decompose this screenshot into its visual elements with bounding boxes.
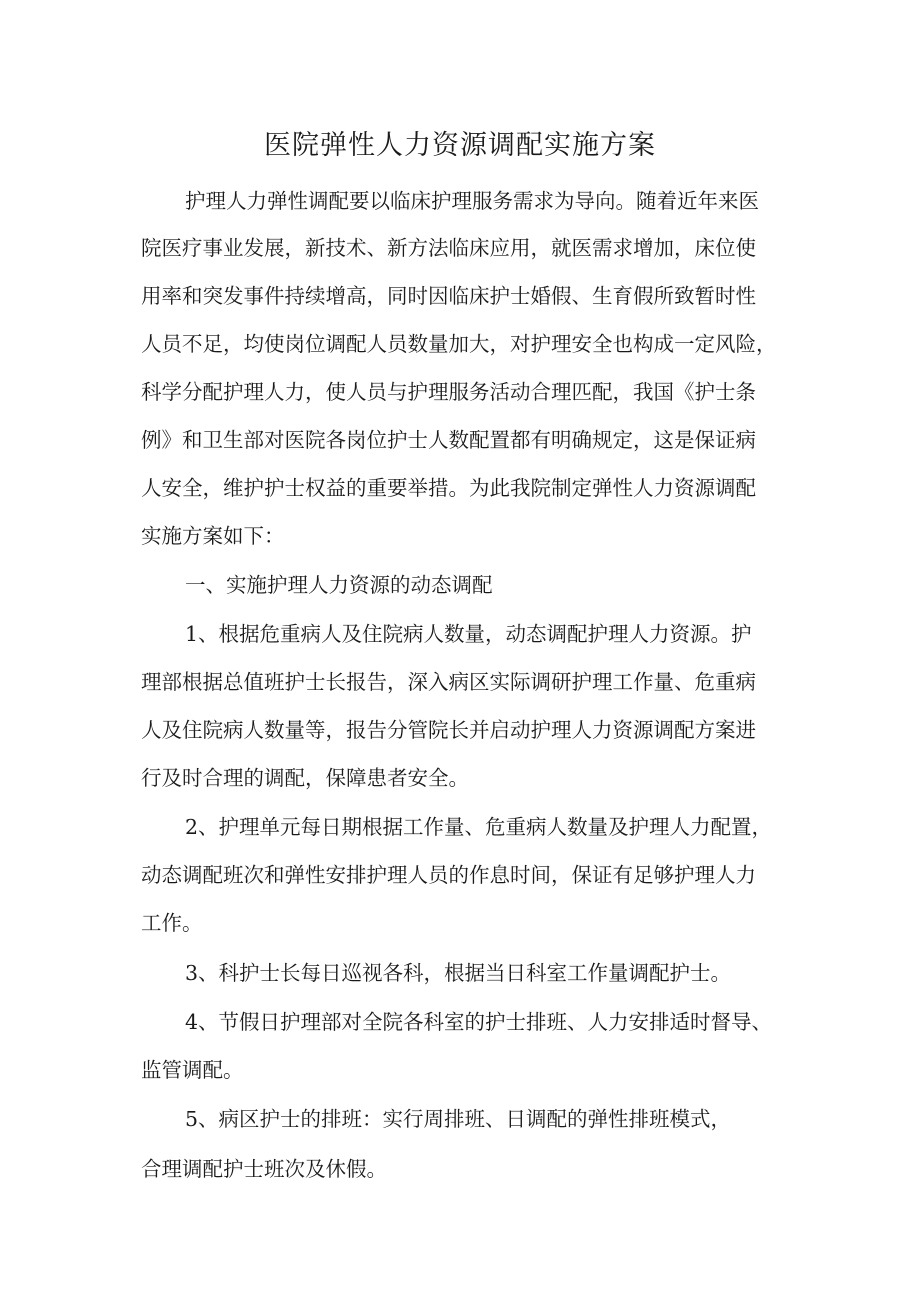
text-line: 动态调配班次和弹性安排护理人员的作息时间，保证有足够护理人力 [141, 863, 756, 887]
text-line: 工作。 [141, 911, 203, 935]
text-line: 1、根据危重病人及住院病人数量，动态调配护理人力资源。护 [185, 622, 752, 646]
text-line: 5、病区护士的排班：实行周排班、日调配的弹性排班模式， [185, 1107, 732, 1131]
text-line: 人及住院病人数量等，报告分管院长并启动护理人力资源调配方案进 [141, 718, 756, 742]
text-line: 监管调配。 [141, 1058, 244, 1082]
text-line: 合理调配护士班次及休假。 [141, 1157, 387, 1181]
text-line: 用率和突发事件持续增高，同时因临床护士婚假、生育假所致暂时性 [141, 284, 756, 308]
document-title: 医院弹性人力资源调配实施方案 [264, 130, 656, 161]
text-line: 院医疗事业发展，新技术、新方法临床应用，就医需求增加，床位使 [141, 236, 756, 260]
text-line: 例》和卫生部对医院各岗位护士人数配置都有明确规定，这是保证病 [141, 428, 756, 452]
text-line: 护理人力弹性调配要以临床护理服务需求为导向。随着近年来医 [185, 189, 759, 213]
text-line: 人员不足，均使岗位调配人员数量加大，对护理安全也构成一定风险， [141, 332, 777, 356]
text-line: 行及时合理的调配，保障患者安全。 [141, 766, 469, 790]
text-line: 3、科护士长每日巡视各科，根据当日科室工作量调配护士。 [185, 961, 732, 985]
text-line: 实施方案如下： [141, 524, 285, 548]
text-line: 人安全，维护护士权益的重要举措。为此我院制定弹性人力资源调配 [141, 476, 756, 500]
section-heading: 一、实施护理人力资源的动态调配 [185, 573, 493, 597]
text-line: 理部根据总值班护士长报告，深入病区实际调研护理工作量、危重病 [141, 670, 756, 694]
text-line: 2、护理单元每日期根据工作量、危重病人数量及护理人力配置， [185, 815, 773, 839]
text-line: 4、节假日护理部对全院各科室的护士排班、人力安排适时督导、 [185, 1010, 773, 1034]
text-line: 科学分配护理人力，使人员与护理服务活动合理匹配，我国《护士条 [141, 380, 756, 404]
